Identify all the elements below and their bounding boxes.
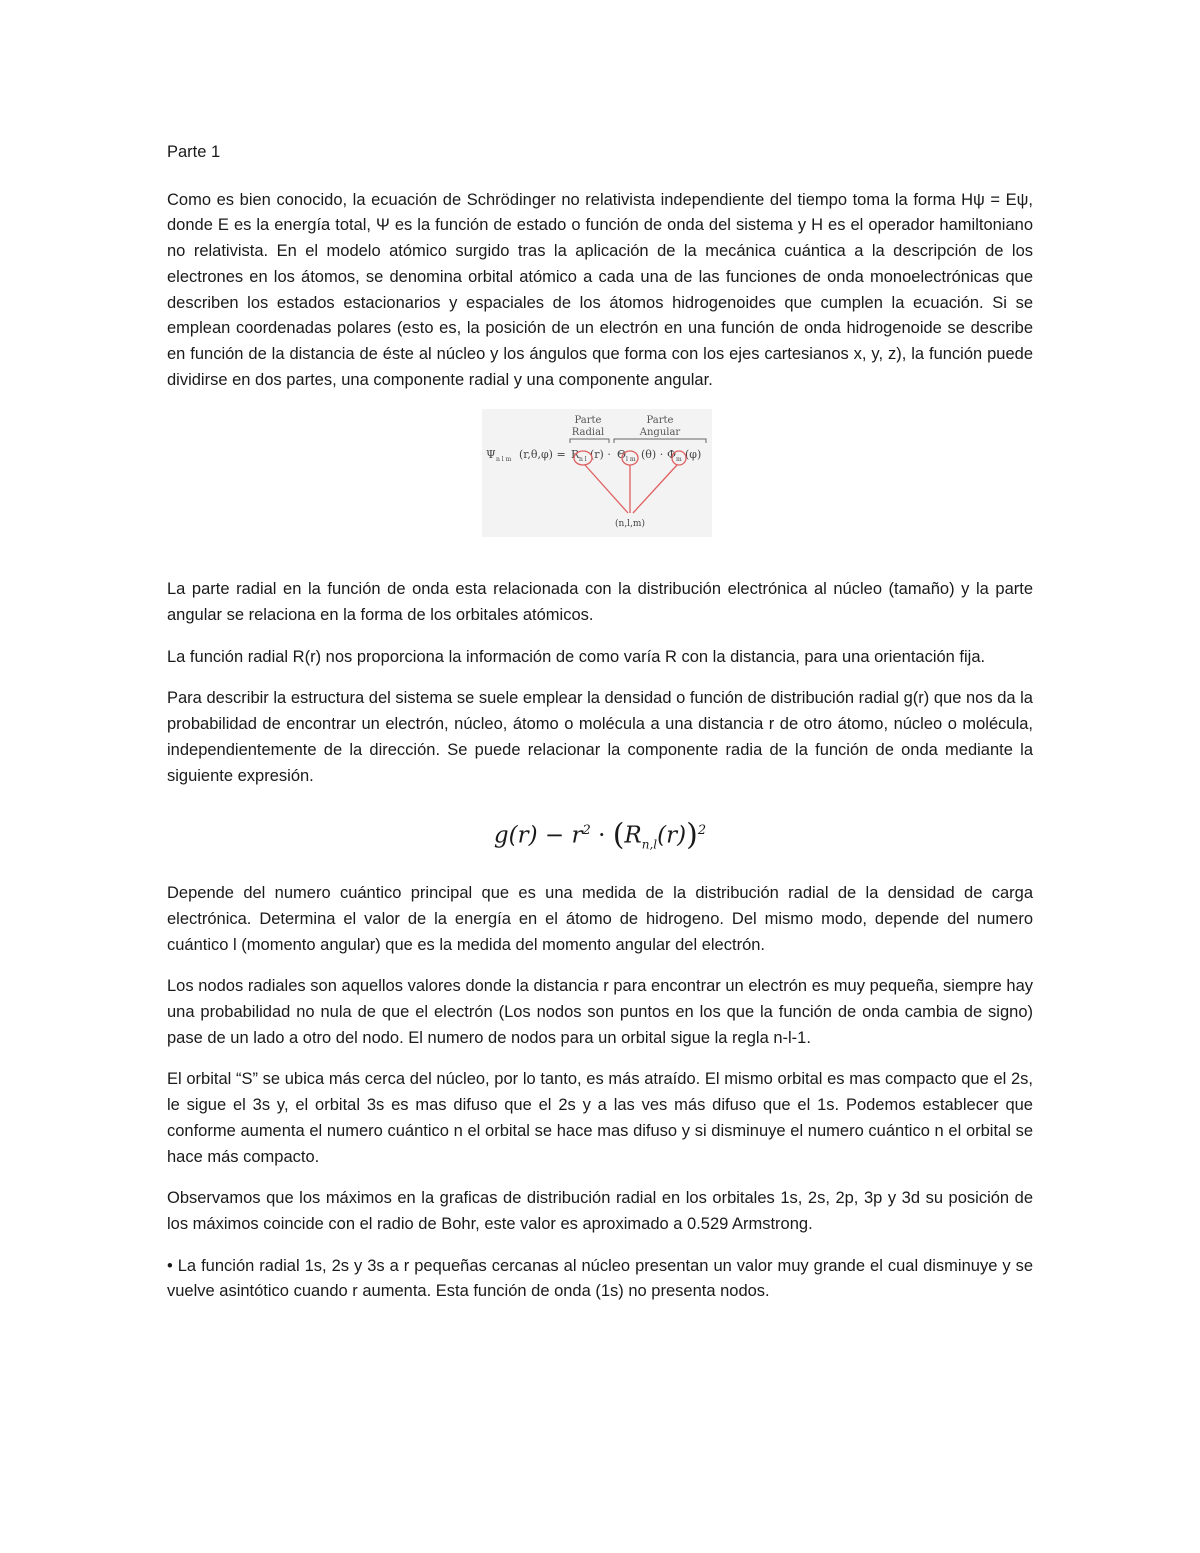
paragraph-distribution: Para describir la estructura del sistema se suele emplear la densidad o función de distribución radial g(r) que nos da la probabilidad de encontrar un electrón, núcleo, átomo o molécula a una distancia r de otro átomo, núcleo o molécula, independientemente de la dirección. Se puede relacionar la componente radia de la función de onda mediante la siguiente expresión. bbox=[167, 689, 1033, 785]
radial-bracket bbox=[570, 439, 609, 443]
paragraph-s-orbital: El orbital “S” se ubica más cerca del núcleo, por lo tanto, es más atraído. El mismo orbital es mas compacto que el 2s, le sigue el 3s y, el orbital 3s es mas difuso que el 2s y a las ves más difuso que el 1s. Podemos establecer que conforme aumenta el numero cuántico n el orbital se hace mas difuso y si disminuye el numero cuántico n el orbital se hace más compacto. bbox=[167, 1070, 1033, 1166]
angular-bracket bbox=[614, 439, 706, 443]
eq-R-subscript: n,l bbox=[641, 837, 658, 852]
eq-close-paren: ) bbox=[686, 817, 698, 853]
eq-open-paren: ( bbox=[612, 817, 625, 853]
theta-arg: (θ) · bbox=[641, 448, 664, 462]
phi-symbol: Φ bbox=[667, 448, 677, 462]
eq-lhs: g(r) bbox=[493, 822, 538, 849]
phi-subscript: m bbox=[676, 456, 682, 464]
eq-operator: − bbox=[544, 822, 565, 849]
r-arg: (r) · bbox=[590, 448, 611, 462]
paragraph-maxima: Observamos que los máximos en la graficas de distribución radial en los orbitales 1s, 2s, 2p, 3p y 3d su posición de los máximos coincide con el radio de Bohr, este valor es aproximado a 0.529 Armstrong. bbox=[167, 1189, 1033, 1233]
paragraph-radial-part: La parte radial en la función de onda esta relacionada con la distribución electrónica al núcleo (tamaño) y la parte angular se relaciona en la forma de los orbitales atómicos. bbox=[167, 580, 1033, 625]
radial-distribution-equation bbox=[167, 813, 1033, 853]
radial-label-1: Parte bbox=[574, 415, 602, 427]
paragraph-radial-nodes: Los nodos radiales son aquellos valores donde la distancia r para encontrar un electrón es muy pequeña, siempre hay una probabilidad no nula de que el electrón (Los nodos son puntos en los que la función de onda cambia de signo) pase de un lado a otro del nodo. El numero de nodos para un orbital sigue la regla n-l-1. bbox=[167, 977, 1033, 1047]
wavefunction-diagram bbox=[482, 409, 712, 537]
eq-R: R bbox=[624, 822, 642, 849]
angular-label-1: Parte bbox=[646, 415, 674, 427]
eq-dot: · bbox=[598, 822, 606, 849]
paragraph-bullet-radial: • La función radial 1s, 2s y 3s a r pequeñas cercanas al núcleo presentan un valor muy grande el cual disminuye y se vuelve asintótico cuando r aumenta. Esta función de onda (1s) no presenta nodos. bbox=[167, 1256, 1033, 1301]
r-symbol: R bbox=[571, 448, 580, 462]
psi-symbol: Ψ bbox=[486, 448, 496, 462]
wavefunction-figure bbox=[482, 409, 712, 537]
theta-symbol: Θ bbox=[617, 448, 627, 462]
r-subscript: n l bbox=[579, 456, 587, 464]
angular-label-2: Angular bbox=[639, 427, 681, 439]
phi-arg: (φ) bbox=[685, 448, 702, 462]
psi-args: (r,θ,φ) = bbox=[519, 448, 566, 462]
psi-subscript: n l m bbox=[496, 456, 512, 464]
eq-R-arg: (r) bbox=[657, 822, 687, 849]
arrow-from-phi bbox=[633, 465, 677, 513]
radial-label-2: Radial bbox=[571, 427, 605, 439]
paragraph-schrodinger: Como es bien conocido, la ecuación de Schrödinger no relativista independiente del tiempo toma la forma Hψ = Eψ, donde E es la energía total, Ψ es la función de estado o función de onda del sistema y H es el operador hamiltoniano no relativista. En el modelo atómico surgido tras la aplicación de la mecánica cuántica a la descripción de los electrones en los átomos, se denomina orbital atómico a cada una de las funciones de onda monoelectrónicas que describen los estados estacionarios y espaciales de los átomos hidrogenoides que cumplen la ecuación. Si se emplean coordenadas polares (esto es, la posición de un electrón en una función de onda hidrogenoide se describe en función de la distancia de éste al núcleo y los ángulos que forma con los ejes cartesianos x, y, z), la función puede dividirse en dos partes, una componente radial y una componente angular. bbox=[167, 190, 1033, 389]
quantum-numbers-label: (n,l,m) bbox=[615, 519, 645, 530]
section-heading: Parte 1 bbox=[167, 143, 221, 161]
eq-outer-exponent: 2 bbox=[697, 823, 707, 839]
document-page bbox=[167, 140, 1033, 1321]
paragraph-quantum-number: Depende del numero cuántico principal que es una medida de la distribución radial de la densidad de carga electrónica. Determina el valor de la energía en el átomo de hidrogeno. Del mismo modo, depende del numero cuántico l (momento angular) que es la medida del momento angular del electrón. bbox=[167, 884, 1033, 954]
eq-r-exponent: 2 bbox=[582, 823, 591, 839]
theta-subscript: l m bbox=[626, 456, 636, 464]
paragraph-radial-function: La función radial R(r) nos proporciona la información de como varía R con la distancia, para una orientación fija. bbox=[167, 647, 986, 666]
eq-r: r bbox=[571, 822, 583, 849]
arrow-from-radial bbox=[585, 465, 628, 513]
